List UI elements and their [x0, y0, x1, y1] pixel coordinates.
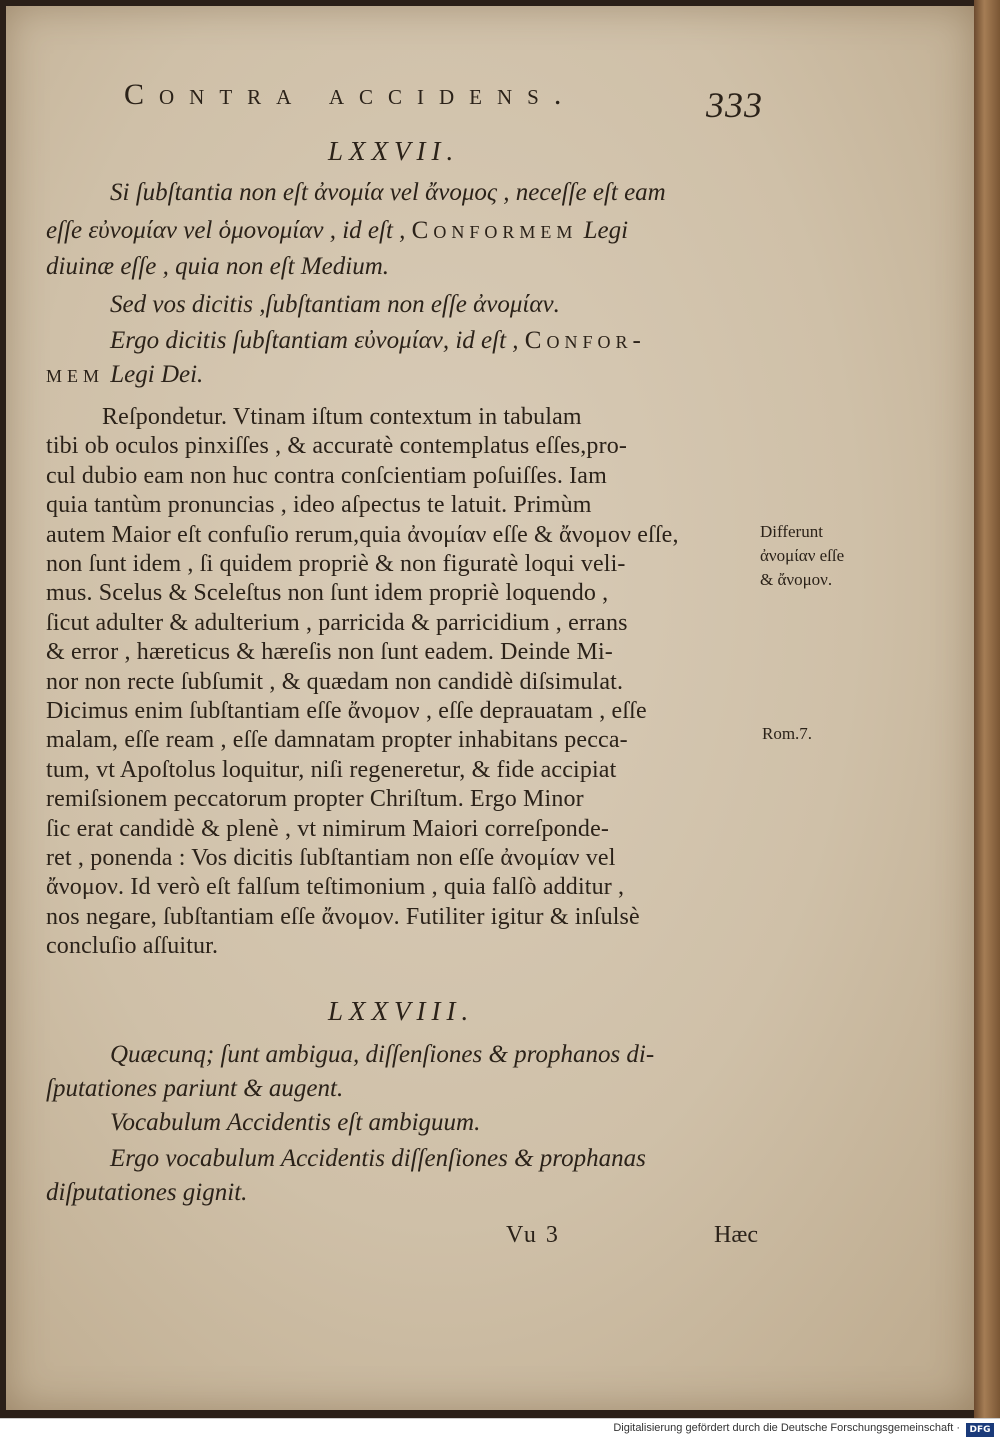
response-line: tum, vt Apoſtolus loquitur, niſi regeneretur, & fide accipiat: [46, 757, 617, 783]
response-line: Dicimus enim ſubſtantiam eſſe ἄνομον , eſſe deprauatam , eſſe: [46, 698, 647, 724]
response-line: cul dubio eam non huc contra conſcientiam poſuiſſes. Iam: [46, 463, 607, 489]
dfg-logo[interactable]: DFG: [966, 1423, 994, 1437]
response-line: non ſunt idem , ſi quidem propriè & non figuratè loqui veli-: [46, 551, 626, 577]
response-line: Reſpondetur. Vtinam iſtum contextum in tabulam: [102, 404, 582, 430]
syllogism-77-line: mem Legi Dei.: [46, 361, 204, 388]
section-heading-78: LXXVIII.: [328, 996, 475, 1026]
response-line: malam, eſſe ream , eſſe damnatam propter inhabitans pecca-: [46, 727, 628, 753]
digitization-footer: [0, 1418, 1000, 1441]
syllogism-78-line: Ergo vocabulum Accidentis diſſenſiones & prophanas: [110, 1145, 646, 1172]
response-line: ſicut adulter & adulterium , parricida & parricidium , errans: [46, 610, 628, 636]
syllogism-78-line: diſputationes gignit.: [46, 1179, 248, 1206]
page-edge: [974, 0, 1000, 1418]
response-line: autem Maior eſt confuſio rerum,quia ἀνομίαν eſſe & ἄνομον eſſe,: [46, 522, 679, 548]
catchword: Hæc: [714, 1222, 758, 1248]
response-line: ret , ponenda : Vos dicitis ſubſtantiam non eſſe ἀνομίαν vel: [46, 845, 616, 871]
signature-mark: Vu 3: [506, 1222, 560, 1248]
response-line: tibi ob oculos pinxiſſes , & accuratè contemplatus eſſes,pro-: [46, 433, 628, 459]
response-line: nor non recte ſubſumit , & quædam non candidè diſsimulat.: [46, 669, 624, 695]
syllogism-77-line: Si ſubſtantia non eſt ἀνομία vel ἄνομος , neceſſe eſt eam: [110, 179, 666, 206]
response-line: quia tantùm pronuncias , ideo aſpectus te latuit. Primùm: [46, 492, 592, 518]
response-line: remiſsionem peccatorum propter Chriſtum. Ergo Minor: [46, 786, 584, 812]
book-page: [6, 6, 974, 1410]
response-line: & error , hæreticus & hæreſis non ſunt eadem. Deinde Mi-: [46, 639, 613, 665]
margin-note-rom: Rom.7.: [762, 724, 813, 743]
syllogism-78-line: Vocabulum Accidentis eſt ambiguum.: [110, 1109, 481, 1136]
page-number: 333: [706, 85, 763, 125]
response-line: ἄνομον. Id verò eſt falſum teſtimonium , quia falſò additur ,: [46, 874, 625, 900]
footer-credit: Digitalisierung gefördert durch die Deutsche Forschungsgemeinschaft ·: [613, 1422, 960, 1434]
syllogism-77-line: eſſe εὐνομίαν vel ὁμονομίαν , id eſt , Conformem Legi: [46, 217, 629, 244]
response-line: ſic erat candidè & plenè , vt nimirum Maiori correſponde-: [46, 816, 610, 842]
margin-note-differunt: Differunt ἀνομίαν eſſe & ἄνομον.: [760, 522, 845, 589]
response-line: mus. Scelus & Sceleſtus non ſunt idem propriè loquendo ,: [46, 580, 609, 606]
syllogism-77-line: Sed vos dicitis ,ſubſtantiam non eſſe ἀνομίαν.: [110, 291, 560, 318]
response-line: concluſio aſſuitur.: [46, 933, 219, 959]
syllogism-77-line: diuinæ eſſe , quia non eſt Medium.: [46, 253, 390, 280]
syllogism-77-line: Ergo dicitis ſubſtantiam εὐνομίαν, id eſt , Confor-: [110, 327, 646, 354]
section-heading-77: LXXVII.: [328, 136, 460, 166]
running-head: Contra accidens.: [124, 78, 577, 111]
response-line: nos negare, ſubſtantiam eſſe ἄνομον. Futiliter igitur & inſulsè: [46, 904, 640, 930]
syllogism-78-line: Quæcunq; ſunt ambigua, diſſenſiones & prophanos di-: [110, 1041, 655, 1068]
syllogism-78-line: ſputationes pariunt & augent.: [46, 1075, 344, 1102]
